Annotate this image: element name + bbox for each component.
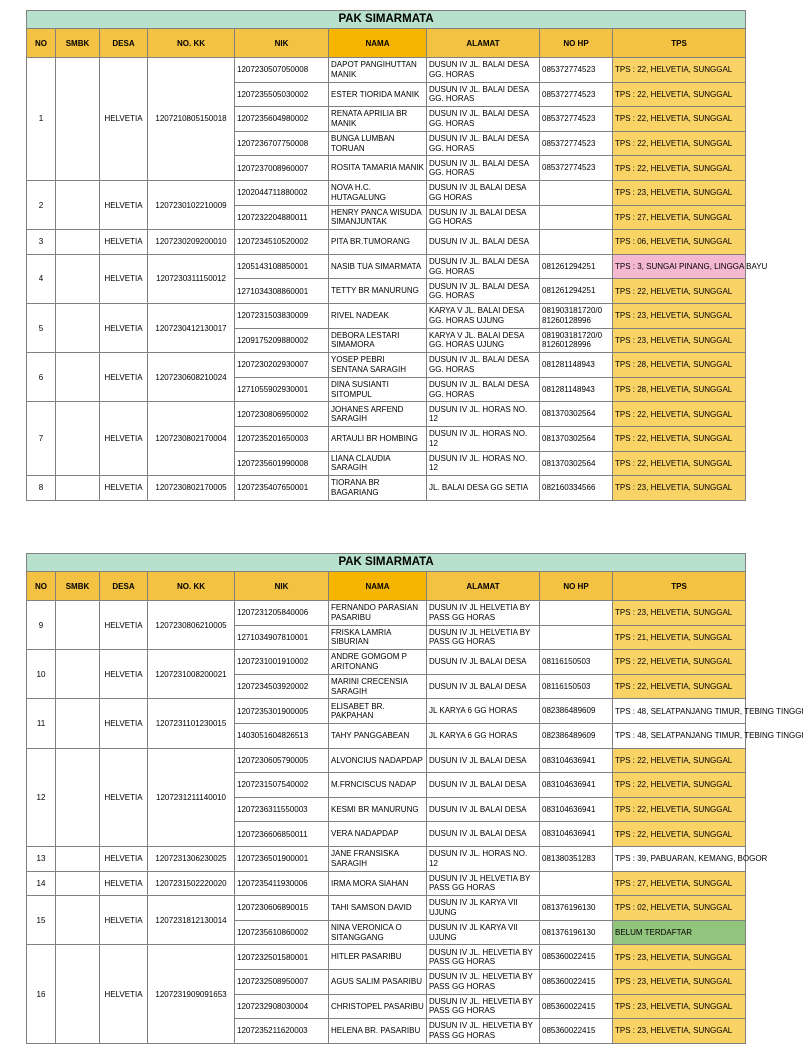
cell-no-hp: 085372774523 [540, 156, 613, 181]
table-row [27, 58, 746, 83]
cell-no-kk: 1207230209200010 [148, 230, 235, 255]
cell-nama: JOHANES ARFEND SARAGIH [329, 402, 427, 427]
cell-no: 9 [27, 601, 56, 650]
sheet-1 [26, 10, 768, 501]
table-title: PAK SIMARMATA [27, 554, 746, 572]
cell-nik: 1207232508950007 [235, 969, 329, 994]
table-row [27, 230, 746, 255]
cell-nik: 1207232204880011 [235, 205, 329, 230]
cell-alamat: DUSUN IV JL. BALAI DESA GG. HORAS [427, 254, 540, 279]
cell-tps: TPS : 23, HELVETIA, SUNGGAL [613, 476, 746, 501]
table-row [27, 699, 746, 724]
cell-desa: HELVETIA [100, 896, 148, 945]
cell-nama: ANDRE GOMGOM P ARITONANG [329, 650, 427, 675]
cell-smbk [56, 230, 100, 255]
cell-no: 5 [27, 303, 56, 352]
cell-desa: HELVETIA [100, 871, 148, 896]
cell-nik: 1202044711880002 [235, 180, 329, 205]
header-no-kk: NO. KK [148, 572, 235, 601]
cell-alamat: DUSUN IV JL. BALAI DESA GG. HORAS [427, 107, 540, 132]
cell-desa: HELVETIA [100, 601, 148, 650]
table-row [27, 846, 746, 871]
cell-no-hp: 082160334566 [540, 476, 613, 501]
cell-nik: 1403051604826513 [235, 723, 329, 748]
table-body [27, 601, 804, 1044]
sheet-2 [26, 553, 804, 1044]
cell-nik: 1207234510520002 [235, 230, 329, 255]
cell-smbk [56, 871, 100, 896]
cell-nama: PITA BR.TUMORANG [329, 230, 427, 255]
cell-nama: DEBORA LESTARI SIMAMORA [329, 328, 427, 353]
cell-no-hp: 081281148943 [540, 377, 613, 402]
cell-alamat: DUSUN IV JL. HELVETIA BY PASS GG HORAS [427, 994, 540, 1019]
cell-alamat: DUSUN IV JL BALAI DESA [427, 748, 540, 773]
cell-no-hp: 081370302564 [540, 402, 613, 427]
cell-nama: MARINI CRECENSIA SARAGIH [329, 674, 427, 699]
cell-smbk [56, 945, 100, 1043]
cell-alamat: DUSUN IV JL. BALAI DESA GG. HORAS [427, 58, 540, 83]
cell-no-hp: 083104636941 [540, 773, 613, 798]
header-alamat: ALAMAT [427, 572, 540, 601]
cell-nama: FERNANDO PARASIAN PASARIBU [329, 601, 427, 626]
cell-smbk [56, 896, 100, 945]
cell-desa: HELVETIA [100, 650, 148, 699]
cell-no-hp: 085372774523 [540, 82, 613, 107]
cell-nama: NASIB TUA SIMARMATA [329, 254, 427, 279]
cell-no-hp [540, 625, 613, 650]
cell-no-kk: 1207230412130017 [148, 303, 235, 352]
cell-no: 2 [27, 180, 56, 229]
cell-no-hp: 082386489609 [540, 723, 613, 748]
cell-smbk [56, 353, 100, 402]
cell-alamat: DUSUN IV JL HELVETIA BY PASS GG HORAS [427, 601, 540, 626]
cell-no-hp: 08116150503 [540, 650, 613, 675]
cell-tps: TPS : 22, HELVETIA, SUNGGAL [613, 402, 746, 427]
header-desa: DESA [100, 29, 148, 58]
cell-nik: 1207237008960007 [235, 156, 329, 181]
cell-no-hp: 085360022415 [540, 1019, 613, 1044]
cell-no-hp: 085372774523 [540, 131, 613, 156]
cell-no: 14 [27, 871, 56, 896]
cell-nik: 1207236501900001 [235, 846, 329, 871]
cell-desa: HELVETIA [100, 748, 148, 846]
header-no: NO [27, 572, 56, 601]
cell-nama: ALVONCIUS NADAPDAP [329, 748, 427, 773]
cell-tps: TPS : 48, SELATPANJANG TIMUR, TEBING TINGGI [613, 723, 746, 748]
cell-desa: HELVETIA [100, 254, 148, 303]
cell-no-kk: 1207230608210024 [148, 353, 235, 402]
cell-nik: 1207231205840006 [235, 601, 329, 626]
cell-tps: TPS : 28, HELVETIA, SUNGGAL [613, 377, 746, 402]
cell-nik: 1271034907810001 [235, 625, 329, 650]
table-row [27, 896, 746, 921]
table-row [27, 748, 746, 773]
cell-no: 16 [27, 945, 56, 1043]
cell-no-hp: 081370302564 [540, 451, 613, 476]
cell-no: 11 [27, 699, 56, 748]
cell-no: 12 [27, 748, 56, 846]
header-nama: NAMA [329, 29, 427, 58]
table-row [27, 601, 746, 626]
cell-nama: DAPOT PANGIHUTTAN MANIK [329, 58, 427, 83]
cell-no-kk: 1207230806210005 [148, 601, 235, 650]
cell-nik: 1271055902930001 [235, 377, 329, 402]
cell-nik: 1207235211620003 [235, 1019, 329, 1044]
cell-alamat: DUSUN IV JL BALAI DESA [427, 650, 540, 675]
cell-tps: TPS : 22, HELVETIA, SUNGGAL [613, 279, 746, 304]
cell-no-hp: 083104636941 [540, 822, 613, 847]
cell-nik: 1207231503830009 [235, 303, 329, 328]
cell-tps: TPS : 22, HELVETIA, SUNGGAL [613, 58, 746, 83]
cell-nama: DINA SUSIANTI SITOMPUL [329, 377, 427, 402]
cell-no-hp: 081261294251 [540, 279, 613, 304]
cell-nama: KESMI BR MANURUNG [329, 797, 427, 822]
cell-alamat: DUSUN IV JL KARYA VII UJUNG [427, 920, 540, 945]
table-row [27, 945, 746, 970]
cell-nik: 1207235201650003 [235, 426, 329, 451]
cell-tps: TPS : 23, HELVETIA, SUNGGAL [613, 328, 746, 353]
cell-alamat: DUSUN IV JL. BALAI DESA GG. HORAS [427, 156, 540, 181]
cell-no-kk: 1207231306230025 [148, 846, 235, 871]
cell-nama: HELENA BR. PASARIBU [329, 1019, 427, 1044]
cell-tps: TPS : 23, HELVETIA, SUNGGAL [613, 601, 746, 626]
cell-no-kk: 1207231909091653 [148, 945, 235, 1043]
header-no-hp: NO HP [540, 29, 613, 58]
cell-tps: TPS : 22, HELVETIA, SUNGGAL [613, 797, 746, 822]
cell-alamat: DUSUN IV JL. HORAS NO. 12 [427, 402, 540, 427]
cell-tps: TPS : 22, HELVETIA, SUNGGAL [613, 82, 746, 107]
cell-nama: LIANA CLAUDIA SARAGIH [329, 451, 427, 476]
header-nik: NIK [235, 572, 329, 601]
cell-nik: 1207235411930006 [235, 871, 329, 896]
cell-tps: TPS : 21, HELVETIA, SUNGGAL [613, 625, 746, 650]
cell-nama: JANE FRANSISKA SARAGIH [329, 846, 427, 871]
cell-tps: TPS : 23, HELVETIA, SUNGGAL [613, 994, 746, 1019]
cell-tps: TPS : 27, HELVETIA, SUNGGAL [613, 205, 746, 230]
cell-no-kk: 1207230802170004 [148, 402, 235, 476]
cell-nik: 1207230202930007 [235, 353, 329, 378]
cell-tps: TPS : 23, HELVETIA, SUNGGAL [613, 180, 746, 205]
cell-nama: TAHI SAMSON DAVID [329, 896, 427, 921]
cell-nik: 1271034308860001 [235, 279, 329, 304]
cell-nik: 1207230606890015 [235, 896, 329, 921]
cell-smbk [56, 846, 100, 871]
cell-no-hp [540, 601, 613, 626]
table-row [27, 402, 746, 427]
cell-tps: TPS : 28, HELVETIA, SUNGGAL [613, 353, 746, 378]
cell-nama: RIVEL NADEAK [329, 303, 427, 328]
cell-nama: HENRY PANCA WISUDA SIMANJUNTAK [329, 205, 427, 230]
cell-no-kk: 1207231211140010 [148, 748, 235, 846]
cell-no-kk: 1207230802170005 [148, 476, 235, 501]
cell-no: 3 [27, 230, 56, 255]
cell-smbk [56, 601, 100, 650]
cell-nama: HITLER PASARIBU [329, 945, 427, 970]
cell-nik: 1207230605790005 [235, 748, 329, 773]
cell-alamat: DUSUN IV JL. BALAI DESA GG. HORAS [427, 82, 540, 107]
cell-nik: 1207230806950002 [235, 402, 329, 427]
cell-alamat: DUSUN IV JL. BALAI DESA GG. HORAS [427, 353, 540, 378]
cell-smbk [56, 180, 100, 229]
cell-nama: YOSEP PEBRI SENTANA SARAGIH [329, 353, 427, 378]
cell-tps: TPS : 23, HELVETIA, SUNGGAL [613, 969, 746, 994]
cell-nik: 1207235505030002 [235, 82, 329, 107]
cell-smbk [56, 303, 100, 352]
cell-alamat: DUSUN IV JL. BALAI DESA GG. HORAS [427, 377, 540, 402]
cell-tps: BELUM TERDAFTAR [613, 920, 746, 945]
cell-alamat: DUSUN IV JL. BALAI DESA [427, 230, 540, 255]
cell-tps: TPS : 3, SUNGAI PINANG, LINGGA BAYU [613, 254, 746, 279]
cell-nik: 1207232908030004 [235, 994, 329, 1019]
table-row [27, 303, 746, 328]
cell-nama: IRMA MORA SIAHAN [329, 871, 427, 896]
cell-no-hp: 083104636941 [540, 797, 613, 822]
cell-nama: TIORANA BR BAGARIANG [329, 476, 427, 501]
cell-nama: CHRISTOPEL PASARIBU [329, 994, 427, 1019]
cell-alamat: DUSUN IV JL BALAI DESA [427, 797, 540, 822]
cell-no: 13 [27, 846, 56, 871]
cell-nik: 1207236311550003 [235, 797, 329, 822]
cell-alamat: DUSUN IV JL KARYA VII UJUNG [427, 896, 540, 921]
cell-no-hp: 085360022415 [540, 969, 613, 994]
cell-smbk [56, 58, 100, 181]
cell-alamat: DUSUN IV JL BALAI DESA [427, 822, 540, 847]
cell-desa: HELVETIA [100, 353, 148, 402]
cell-no-hp: 085360022415 [540, 945, 613, 970]
cell-tps: TPS : 22, HELVETIA, SUNGGAL [613, 426, 746, 451]
cell-tps: TPS : 22, HELVETIA, SUNGGAL [613, 131, 746, 156]
cell-no-kk: 1207230102210009 [148, 180, 235, 229]
header-nama: NAMA [329, 572, 427, 601]
cell-nik: 1207231507540002 [235, 773, 329, 798]
header-tps: TPS [613, 572, 746, 601]
cell-desa: HELVETIA [100, 230, 148, 255]
cell-desa: HELVETIA [100, 303, 148, 352]
header-nik: NIK [235, 29, 329, 58]
cell-no-kk: 1207210805150018 [148, 58, 235, 181]
cell-nik: 1207230507050008 [235, 58, 329, 83]
cell-alamat: DUSUN IV JL HELVETIA BY PASS GG HORAS [427, 871, 540, 896]
cell-smbk [56, 699, 100, 748]
table-row [27, 476, 746, 501]
cell-nik: 1207236606850011 [235, 822, 329, 847]
cell-alamat: DUSUN IV JL. BALAI DESA GG. HORAS [427, 279, 540, 304]
cell-no: 8 [27, 476, 56, 501]
cell-no: 1 [27, 58, 56, 181]
cell-nik: 1207231001910002 [235, 650, 329, 675]
cell-no-hp [540, 180, 613, 205]
cell-alamat: KARYA V JL. BALAI DESA GG. HORAS UJUNG [427, 303, 540, 328]
cell-no: 10 [27, 650, 56, 699]
table-row [27, 871, 746, 896]
cell-tps: TPS : 48, SELATPANJANG TIMUR, TEBING TINGGI [613, 699, 746, 724]
cell-no-hp [540, 871, 613, 896]
cell-nama: TETTY BR MANURUNG [329, 279, 427, 304]
header-tps: TPS [613, 29, 746, 58]
cell-tps: TPS : 02, HELVETIA, SUNGGAL [613, 896, 746, 921]
header-row [27, 29, 746, 58]
cell-alamat: DUSUN IV JL BALAI DESA [427, 674, 540, 699]
cell-tps: TPS : 23, HELVETIA, SUNGGAL [613, 303, 746, 328]
table-body [27, 58, 768, 501]
table-row [27, 180, 746, 205]
cell-no-kk: 1207231502220020 [148, 871, 235, 896]
voter-table-2 [26, 553, 804, 1044]
cell-nik: 1205143108850001 [235, 254, 329, 279]
cell-nama: FRISKA LAMRIA SIBURIAN [329, 625, 427, 650]
cell-no: 4 [27, 254, 56, 303]
cell-desa: HELVETIA [100, 180, 148, 229]
header-desa: DESA [100, 572, 148, 601]
cell-tps: TPS : 23, HELVETIA, SUNGGAL [613, 945, 746, 970]
cell-alamat: DUSUN IV JL. HORAS NO. 12 [427, 426, 540, 451]
cell-no-hp: 083104636941 [540, 748, 613, 773]
cell-tps: TPS : 22, HELVETIA, SUNGGAL [613, 748, 746, 773]
header-smbk: SMBK [56, 29, 100, 58]
cell-smbk [56, 402, 100, 476]
cell-alamat: DUSUN IV JL HELVETIA BY PASS GG HORAS [427, 625, 540, 650]
cell-no-hp: 081281148943 [540, 353, 613, 378]
cell-nama: AGUS SALIM PASARIBU [329, 969, 427, 994]
cell-desa: HELVETIA [100, 846, 148, 871]
cell-alamat: DUSUN IV JL BALAI DESA GG HORAS [427, 180, 540, 205]
cell-alamat: DUSUN IV JL BALAI DESA GG HORAS [427, 205, 540, 230]
table-title: PAK SIMARMATA [27, 11, 746, 29]
cell-tps: TPS : 22, HELVETIA, SUNGGAL [613, 822, 746, 847]
cell-alamat: DUSUN IV JL. HORAS NO. 12 [427, 846, 540, 871]
cell-no-hp: 085372774523 [540, 58, 613, 83]
header-alamat: ALAMAT [427, 29, 540, 58]
cell-no: 15 [27, 896, 56, 945]
cell-nama: ROSITA TAMARIA MANIK [329, 156, 427, 181]
cell-nik: 1207235301900005 [235, 699, 329, 724]
cell-nik: 1207235601990008 [235, 451, 329, 476]
cell-no-hp: 081903181720/0 81260128996 [540, 328, 613, 353]
cell-alamat: JL KARYA 6 GG HORAS [427, 699, 540, 724]
cell-tps: TPS : 22, HELVETIA, SUNGGAL [613, 650, 746, 675]
cell-nik: 1207234503920002 [235, 674, 329, 699]
voter-table-1 [26, 10, 768, 501]
cell-no-hp: 081261294251 [540, 254, 613, 279]
cell-no-hp: 085360022415 [540, 994, 613, 1019]
cell-no-hp: 081903181720/0 81260128996 [540, 303, 613, 328]
cell-alamat: DUSUN IV JL. HORAS NO. 12 [427, 451, 540, 476]
cell-no-hp: 081376196130 [540, 896, 613, 921]
header-no-hp: NO HP [540, 572, 613, 601]
cell-smbk [56, 476, 100, 501]
cell-no-hp: 081370302564 [540, 426, 613, 451]
cell-tps: TPS : 22, HELVETIA, SUNGGAL [613, 107, 746, 132]
cell-tps: TPS : 06, HELVETIA, SUNGGAL [613, 230, 746, 255]
cell-nik: 1207232501580001 [235, 945, 329, 970]
cell-desa: HELVETIA [100, 476, 148, 501]
cell-no: 6 [27, 353, 56, 402]
cell-tps: TPS : 22, HELVETIA, SUNGGAL [613, 451, 746, 476]
cell-nik: 1207235407650001 [235, 476, 329, 501]
cell-nik: 1207235604980002 [235, 107, 329, 132]
cell-alamat: DUSUN IV JL. HELVETIA BY PASS GG HORAS [427, 969, 540, 994]
cell-nik: 1207236707750008 [235, 131, 329, 156]
cell-nama: NOVA H.C. HUTAGALUNG [329, 180, 427, 205]
cell-alamat: DUSUN IV JL. BALAI DESA GG. HORAS [427, 131, 540, 156]
cell-alamat: DUSUN IV JL. HELVETIA BY PASS GG HORAS [427, 1019, 540, 1044]
cell-alamat: JL KARYA 6 GG HORAS [427, 723, 540, 748]
cell-no-hp: 082386489609 [540, 699, 613, 724]
cell-no: 7 [27, 402, 56, 476]
cell-nama: ELISABET BR. PAKPAHAN [329, 699, 427, 724]
header-smbk: SMBK [56, 572, 100, 601]
cell-no-kk: 1207231812130014 [148, 896, 235, 945]
cell-no-hp [540, 205, 613, 230]
table-row [27, 353, 746, 378]
table-row [27, 650, 746, 675]
cell-nama: RENATA APRILIA BR MANIK [329, 107, 427, 132]
header-no: NO [27, 29, 56, 58]
cell-tps: TPS : 22, HELVETIA, SUNGGAL [613, 156, 746, 181]
cell-no-hp: 085372774523 [540, 107, 613, 132]
table-row [27, 254, 746, 279]
cell-tps: TPS : 39, PABUARAN, KEMANG, BOGOR [613, 846, 746, 871]
cell-tps: TPS : 22, HELVETIA, SUNGGAL [613, 674, 746, 699]
cell-tps: TPS : 23, HELVETIA, SUNGGAL [613, 1019, 746, 1044]
header-row [27, 572, 746, 601]
cell-smbk [56, 650, 100, 699]
cell-no-kk: 1207230311150012 [148, 254, 235, 303]
cell-no-hp: 081376196130 [540, 920, 613, 945]
header-no-kk: NO. KK [148, 29, 235, 58]
cell-no-kk: 1207231008200021 [148, 650, 235, 699]
cell-smbk [56, 748, 100, 846]
cell-alamat: JL. BALAI DESA GG SETIA [427, 476, 540, 501]
cell-alamat: DUSUN IV JL BALAI DESA [427, 773, 540, 798]
cell-desa: HELVETIA [100, 945, 148, 1043]
cell-no-hp: 08116150503 [540, 674, 613, 699]
cell-nik: 1207235610860002 [235, 920, 329, 945]
cell-tps: TPS : 27, HELVETIA, SUNGGAL [613, 871, 746, 896]
cell-nama: BUNGA LUMBAN TORUAN [329, 131, 427, 156]
cell-nama: NINA VERONICA O SITANGGANG [329, 920, 427, 945]
cell-smbk [56, 254, 100, 303]
cell-nik: 1209175209880002 [235, 328, 329, 353]
cell-no-kk: 1207231101230015 [148, 699, 235, 748]
cell-alamat: DUSUN IV JL. HELVETIA BY PASS GG HORAS [427, 945, 540, 970]
cell-nama: TAHY PANGGABEAN [329, 723, 427, 748]
cell-nama: ESTER TIORIDA MANIK [329, 82, 427, 107]
cell-tps: TPS : 22, HELVETIA, SUNGGAL [613, 773, 746, 798]
cell-alamat: KARYA V JL. BALAI DESA GG. HORAS UJUNG [427, 328, 540, 353]
cell-desa: HELVETIA [100, 58, 148, 181]
cell-no-hp [540, 230, 613, 255]
cell-nama: VERA NADAPDAP [329, 822, 427, 847]
cell-desa: HELVETIA [100, 402, 148, 476]
cell-desa: HELVETIA [100, 699, 148, 748]
cell-nama: M.FRNCISCUS NADAP [329, 773, 427, 798]
cell-no-hp: 081380351283 [540, 846, 613, 871]
cell-nama: ARTAULI BR HOMBING [329, 426, 427, 451]
